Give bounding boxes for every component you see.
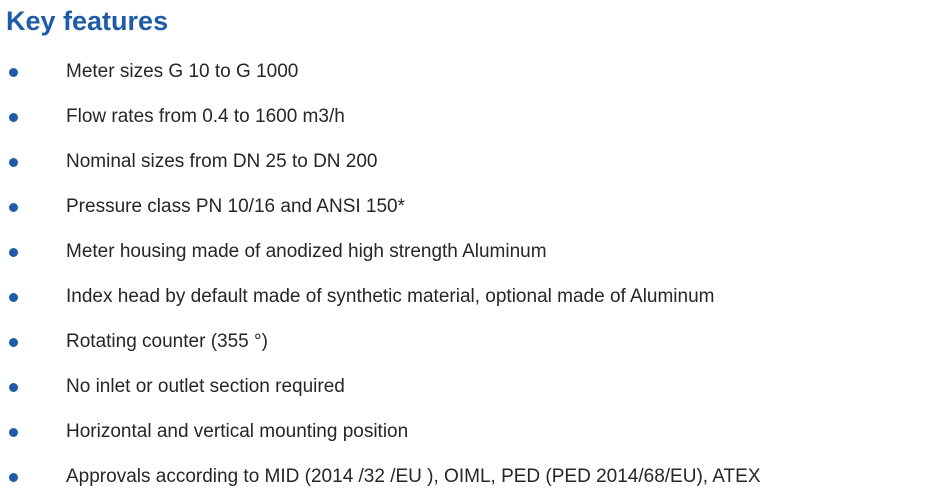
bullet-icon: [9, 338, 18, 347]
feature-text: Flow rates from 0.4 to 1600 m3/h: [66, 106, 345, 128]
list-item: [6, 455, 950, 497]
feature-text: Approvals according to MID (2014 /32 /EU ), OIML, PED (PED 2014/68/EU), ATEX: [66, 466, 761, 488]
bullet-icon: [9, 158, 18, 167]
list-item: [6, 185, 950, 230]
list-item: [6, 365, 950, 410]
list-item: [6, 410, 950, 455]
feature-text: Nominal sizes from DN 25 to DN 200: [66, 151, 378, 173]
bullet-icon: [9, 113, 18, 122]
bullet-icon: [9, 293, 18, 302]
bullet-icon: [9, 248, 18, 257]
key-features-list: [6, 50, 950, 497]
feature-text: Pressure class PN 10/16 and ANSI 150*: [66, 196, 406, 218]
bullet-icon: [9, 473, 18, 482]
bullet-icon: [9, 383, 18, 392]
bullet-icon: [9, 68, 18, 77]
list-item: [6, 320, 950, 365]
feature-text: Index head by default made of synthetic material, optional made of Aluminum: [66, 286, 715, 308]
feature-text: Meter sizes G 10 to G 1000: [66, 61, 299, 83]
feature-text: Rotating counter (355 °): [66, 331, 268, 353]
bullet-icon: [9, 428, 18, 437]
feature-text: No inlet or outlet section required: [66, 376, 345, 398]
page-title: Key features: [6, 6, 169, 36]
list-item: [6, 50, 950, 95]
list-item: [6, 140, 950, 185]
list-item: [6, 230, 950, 275]
feature-text: Meter housing made of anodized high strength Aluminum: [66, 241, 547, 263]
list-item: [6, 275, 950, 320]
list-item: [6, 95, 950, 140]
bullet-icon: [9, 203, 18, 212]
feature-text: Horizontal and vertical mounting position: [66, 421, 409, 443]
